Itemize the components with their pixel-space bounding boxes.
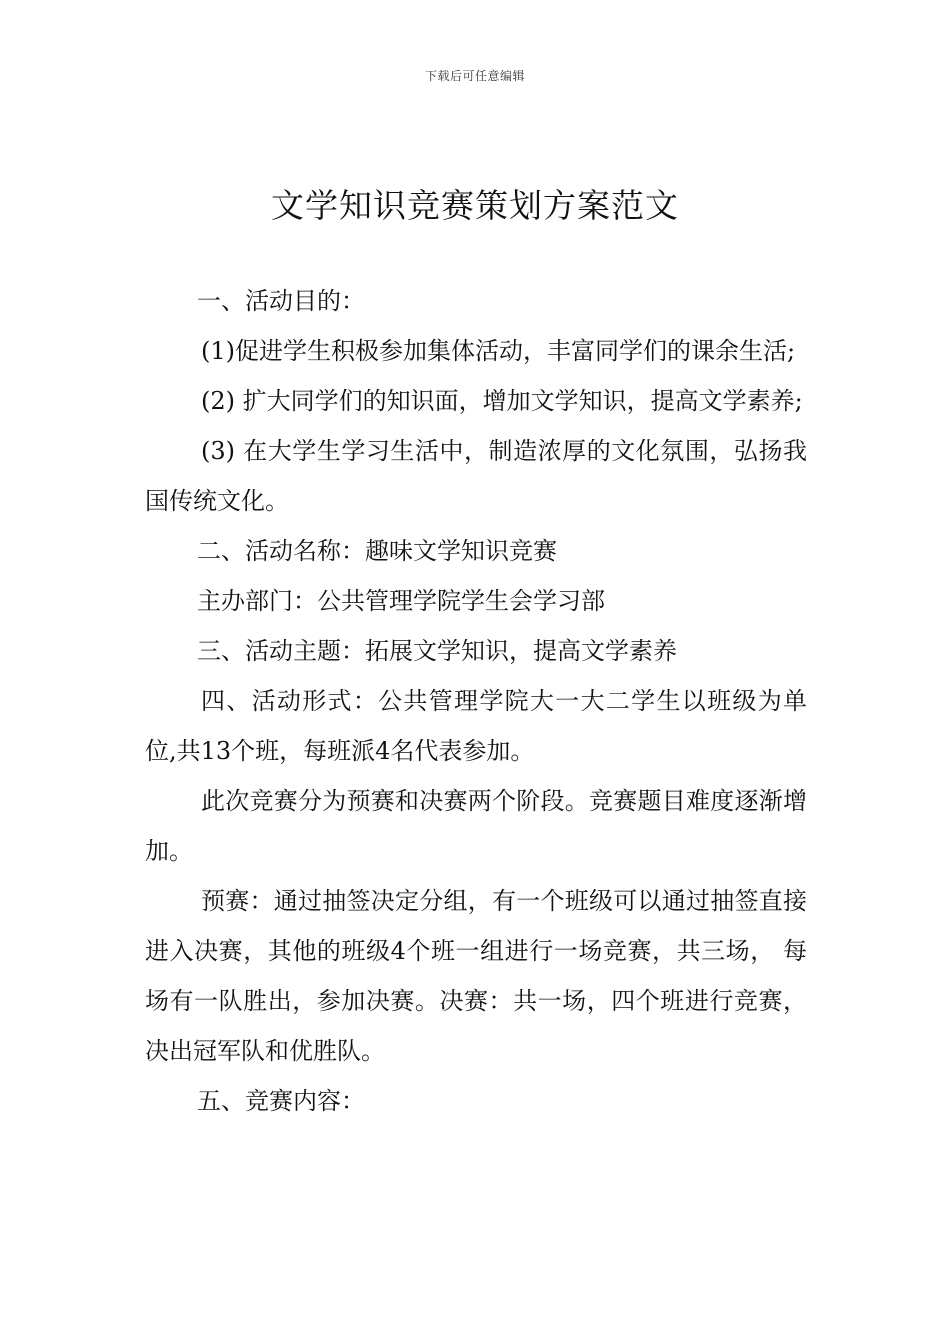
- section-heading-name: 二、活动名称：趣味文学知识竞赛: [197, 537, 557, 565]
- section-heading-theme: 三、活动主题：拓展文学知识，提高文学素养: [197, 637, 677, 665]
- rounds-paragraph: 预赛：通过抽签决定分组，有一个班级可以通过抽签直接进入决赛，其他的班级4个班一组进行一场竞赛，共三场， 每场有一队胜出，参加决赛。决赛：共一场，四个班进行竞赛，决出冠军队和优胜队。: [145, 887, 807, 1065]
- document-title: 文学知识竞赛策划方案范文: [271, 186, 679, 225]
- header-note: 下载后可任意编辑: [424, 69, 525, 83]
- section-heading-content: 五、竞赛内容：: [197, 1087, 365, 1115]
- section-heading-purpose: 一、活动目的：: [197, 287, 365, 315]
- section-format: 四、活动形式：公共管理学院大一大二学生以班级为单位,共13个班，每班派4名代表参加。: [145, 687, 807, 765]
- organizer-line: 主办部门：公共管理学院学生会学习部: [197, 587, 605, 615]
- purpose-item-3: (3) 在大学生学习生活中，制造浓厚的文化氛围，弘扬我国传统文化。: [145, 437, 807, 515]
- document-body: [145, 276, 807, 1126]
- purpose-item-2: (2) 扩大同学们的知识面，增加文学知识，提高文学素养;: [201, 387, 803, 415]
- stages-paragraph: 此次竞赛分为预赛和决赛两个阶段。竞赛题目难度逐渐增加。: [145, 787, 807, 865]
- purpose-item-1: (1)促进学生积极参加集体活动，丰富同学们的课余生活;: [201, 337, 796, 365]
